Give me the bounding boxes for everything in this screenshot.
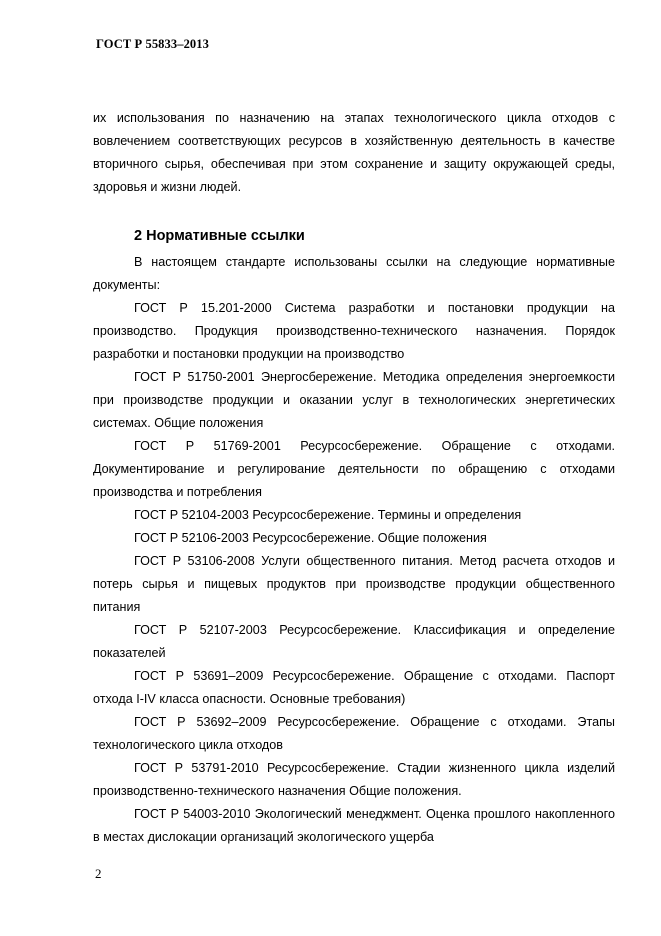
reference-item: ГОСТ Р 53691–2009 Ресурсосбережение. Обращение с отходами. Паспорт отхода I-IV класса опасности. Основные требования) — [93, 669, 615, 706]
reference-item: ГОСТ Р 54003-2010 Экологический менеджмент. Оценка прошлого накопленного в местах дислокации организаций экологического ущерба — [93, 807, 615, 844]
reference-item: ГОСТ Р 15.201-2000 Система разработки и постановки продукции на производство. Продукция производственно-технического назначения. Порядок разработки и постановки продукции на производство — [93, 301, 615, 361]
section-title: 2 Нормативные ссылки — [134, 228, 305, 244]
reference-item: ГОСТ Р 52106-2003 Ресурсосбережение. Общие положения — [134, 531, 487, 545]
section-lead: В настоящем стандарте использованы ссылки на следующие нормативные документы: — [93, 255, 615, 292]
reference-item: ГОСТ Р 53106-2008 Услуги общественного питания. Метод расчета отходов и потерь сырья и пищевых продуктов при производстве продукции общественного питания — [93, 554, 615, 614]
intro-block — [93, 107, 615, 199]
reference-item: ГОСТ Р 53692–2009 Ресурсосбережение. Обращение с отходами. Этапы технологического цикла отходов — [93, 715, 615, 752]
references-list — [93, 251, 615, 849]
page-number: 2 — [95, 866, 102, 881]
intro-paragraph: их использования по назначению на этапах технологического цикла отходов с вовлечением соответствующих ресурсов в хозяйственную деятельность в качестве вторичного сырья, обеспечивая при этом сохранение и защиту окружающей среды, здоровья и жизни людей. — [93, 111, 615, 194]
reference-item: ГОСТ Р 51750-2001 Энергосбережение. Методика определения энергоемкости при производстве продукции и оказании услуг в технологических энергетических системах. Общие положения — [93, 370, 615, 430]
reference-item: ГОСТ Р 52104-2003 Ресурсосбережение. Термины и определения — [134, 508, 522, 522]
reference-item: ГОСТ Р 53791-2010 Ресурсосбережение. Стадии жизненного цикла изделий производственно-технического назначения Общие положения. — [93, 761, 615, 798]
reference-item: ГОСТ Р 51769-2001 Ресурсосбережение. Обращение с отходами. Документирование и регулирование деятельности по обращению с отходами производства и потребления — [93, 439, 615, 499]
document-header-code: ГОСТ Р 55833–2013 — [96, 37, 209, 51]
reference-item: ГОСТ Р 52107-2003 Ресурсосбережение. Классификация и определение показателей — [93, 623, 615, 660]
